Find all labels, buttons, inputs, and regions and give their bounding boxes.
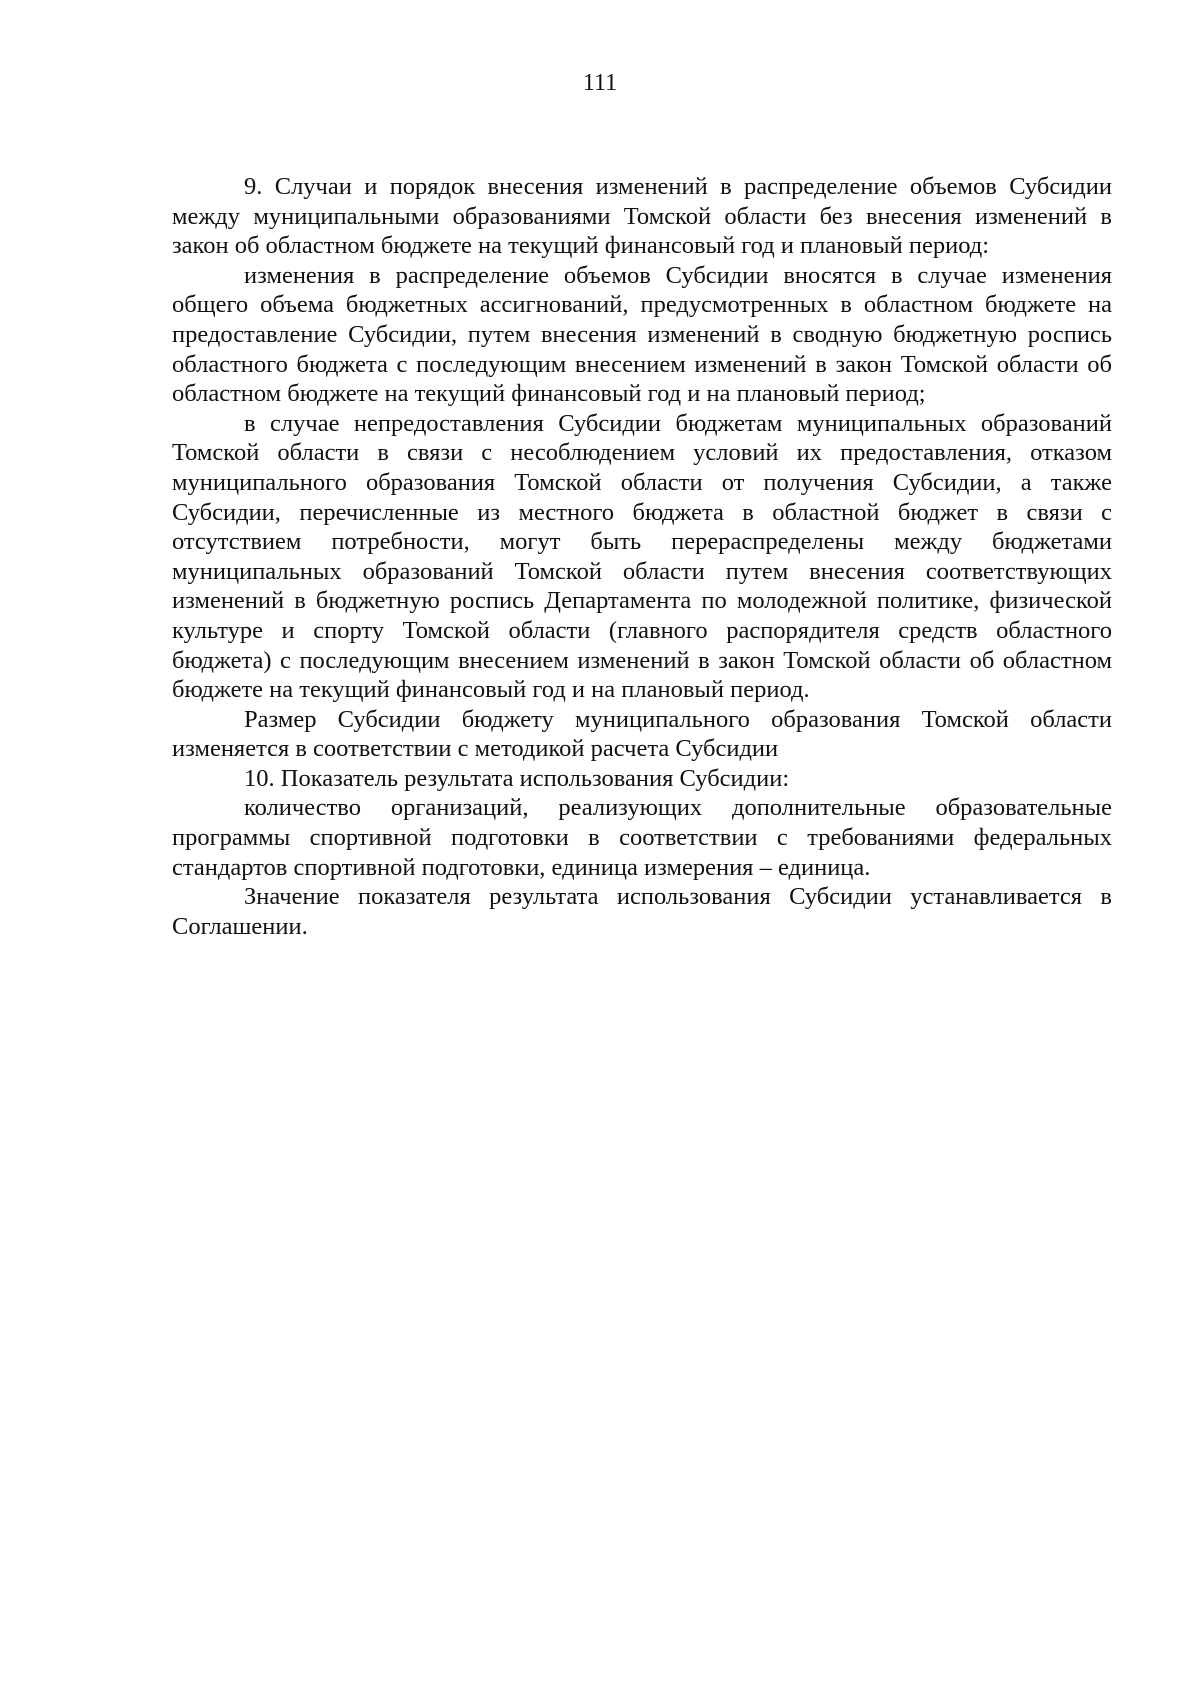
page-number: 111 xyxy=(582,70,618,96)
paragraph-section-10-heading: 10. Показатель результата использования Субсидии: xyxy=(244,764,790,792)
paragraph-section-9-heading: 9. Случаи и порядок внесения изменений в распределение объемов Субсидии между муниципальными образованиями Томской области без внесения изменений в закон об областном бюджете на текущий финансовый год и плановый период: xyxy=(172,173,1112,260)
paragraph-indicator-definition: количество организаций, реализующих дополнительные образовательные программы спортивной подготовки в соответствии с требованиями федеральных стандартов спортивной подготовки, единица измерения – единица. xyxy=(172,794,1112,881)
paragraph-changes-allocation: изменения в распределение объемов Субсидии вносятся в случае изменения общего объема бюджетных ассигнований, предусмотренных в областном бюджете на предоставление Субсидии, путем внесения изменений в сводную бюджетную роспись областного бюджета с последующим внесением изменений в закон Томской области об областном бюджете на текущий финансовый год и на плановый период; xyxy=(172,261,1112,408)
paragraph-subsidy-size: Размер Субсидии бюджету муниципального образования Томской области изменяется в соответствии с методикой расчета Субсидии xyxy=(172,705,1112,763)
document-body xyxy=(172,172,1112,941)
paragraph-indicator-value: Значение показателя результата использования Субсидии устанавливается в Соглашении. xyxy=(172,883,1112,940)
paragraph-redistribution: в случае непредоставления Субсидии бюджетам муниципальных образований Томской области в связи с несоблюдением условий их предоставления, отказом муниципального образования Томской области от получения Субсидии, а также Субсидии, перечисленные из местного бюджета в областной бюджет в связи с отсутствием потребности, могут быть перераспределены между бюджетами муниципальных образований Томской области путем внесения соответствующих изменений в бюджетную роспись Департамента по молодежной политике, физической культуре и спорту Томской области (главного распорядителя средств областного бюджета) с последующим внесением изменений в закон Томской области об областном бюджете на текущий финансовый год и на плановый период. xyxy=(172,409,1112,704)
